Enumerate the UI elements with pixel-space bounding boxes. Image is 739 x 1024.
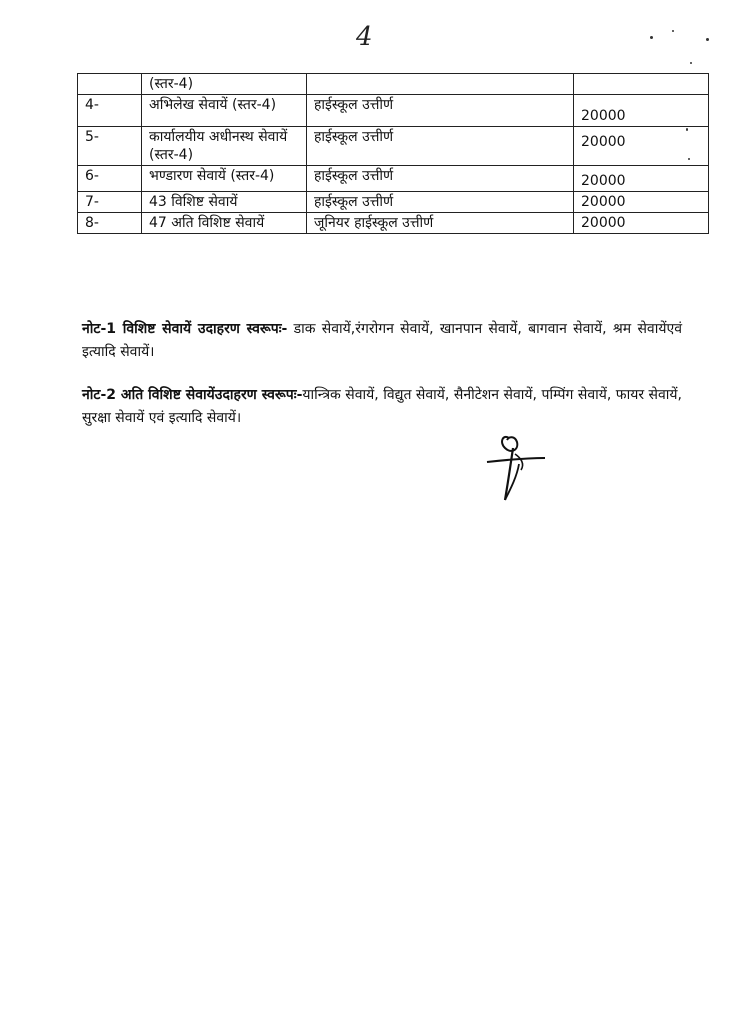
qualification-cell	[307, 74, 574, 95]
table-row	[78, 74, 709, 95]
amount-cell: 20000	[574, 213, 709, 234]
amount-cell: 20000	[574, 166, 709, 192]
note-2-text: यान्त्रिक सेवायें, विद्युत सेवायें, सैनीटेशन सेवायें, पम्पिंग सेवायें, फायर सेवायें, सुरक्षा सेवायें एवं इत्यादि सेवायें।	[82, 387, 682, 426]
qualification-cell: हाईस्कूल उत्तीर्ण	[307, 166, 574, 192]
table-row	[78, 192, 709, 213]
serial-cell: 4-	[78, 95, 142, 127]
service-cell: 43 विशिष्ट सेवायें	[142, 192, 307, 213]
note-1-label: नोट-1 विशिष्ट सेवायें उदाहरण स्वरूपः-	[82, 321, 288, 337]
note-1-text: डाक सेवायें,रंगरोगन सेवायें, खानपान सेवायें, बागवान सेवायें, श्रम सेवायेंएवं इत्यादि सेवायें।	[82, 321, 682, 360]
scan-speck	[650, 36, 653, 39]
signature	[485, 428, 549, 512]
page-number: 4	[356, 22, 373, 52]
scan-speck	[706, 38, 709, 41]
table-row	[78, 127, 709, 166]
serial-cell: 7-	[78, 192, 142, 213]
scan-speck	[690, 62, 692, 64]
service-cell: कार्यालयीय अधीनस्थ सेवायें (स्तर-4)	[142, 127, 307, 166]
note-2	[82, 384, 682, 430]
signature-mark	[485, 428, 549, 508]
table-row	[78, 213, 709, 234]
serial-cell	[78, 74, 142, 95]
serial-cell: 5-	[78, 127, 142, 166]
service-cell: अभिलेख सेवायें (स्तर-4)	[142, 95, 307, 127]
table-row	[78, 95, 709, 127]
scan-speck	[672, 30, 674, 32]
amount-cell: 20000	[574, 192, 709, 213]
amount-cell	[574, 74, 709, 95]
qualification-cell: हाईस्कूल उत्तीर्ण	[307, 127, 574, 166]
table-row	[78, 166, 709, 192]
qualification-cell: जूनियर हाईस्कूल उत्तीर्ण	[307, 213, 574, 234]
qualification-cell: हाईस्कूल उत्तीर्ण	[307, 95, 574, 127]
amount-cell: 20000	[574, 127, 709, 166]
serial-cell: 6-	[78, 166, 142, 192]
service-cell: भण्डारण सेवायें (स्तर-4)	[142, 166, 307, 192]
service-cell: (स्तर-4)	[142, 74, 307, 95]
amount-cell: 20000	[574, 95, 709, 127]
note-1	[82, 318, 682, 364]
note-2-label: नोट-2 अति विशिष्ट सेवायेंउदाहरण स्वरूपः-	[82, 387, 303, 403]
serial-cell: 8-	[78, 213, 142, 234]
qualification-cell: हाईस्कूल उत्तीर्ण	[307, 192, 574, 213]
services-table	[77, 73, 709, 234]
service-cell: 47 अति विशिष्ट सेवायें	[142, 213, 307, 234]
